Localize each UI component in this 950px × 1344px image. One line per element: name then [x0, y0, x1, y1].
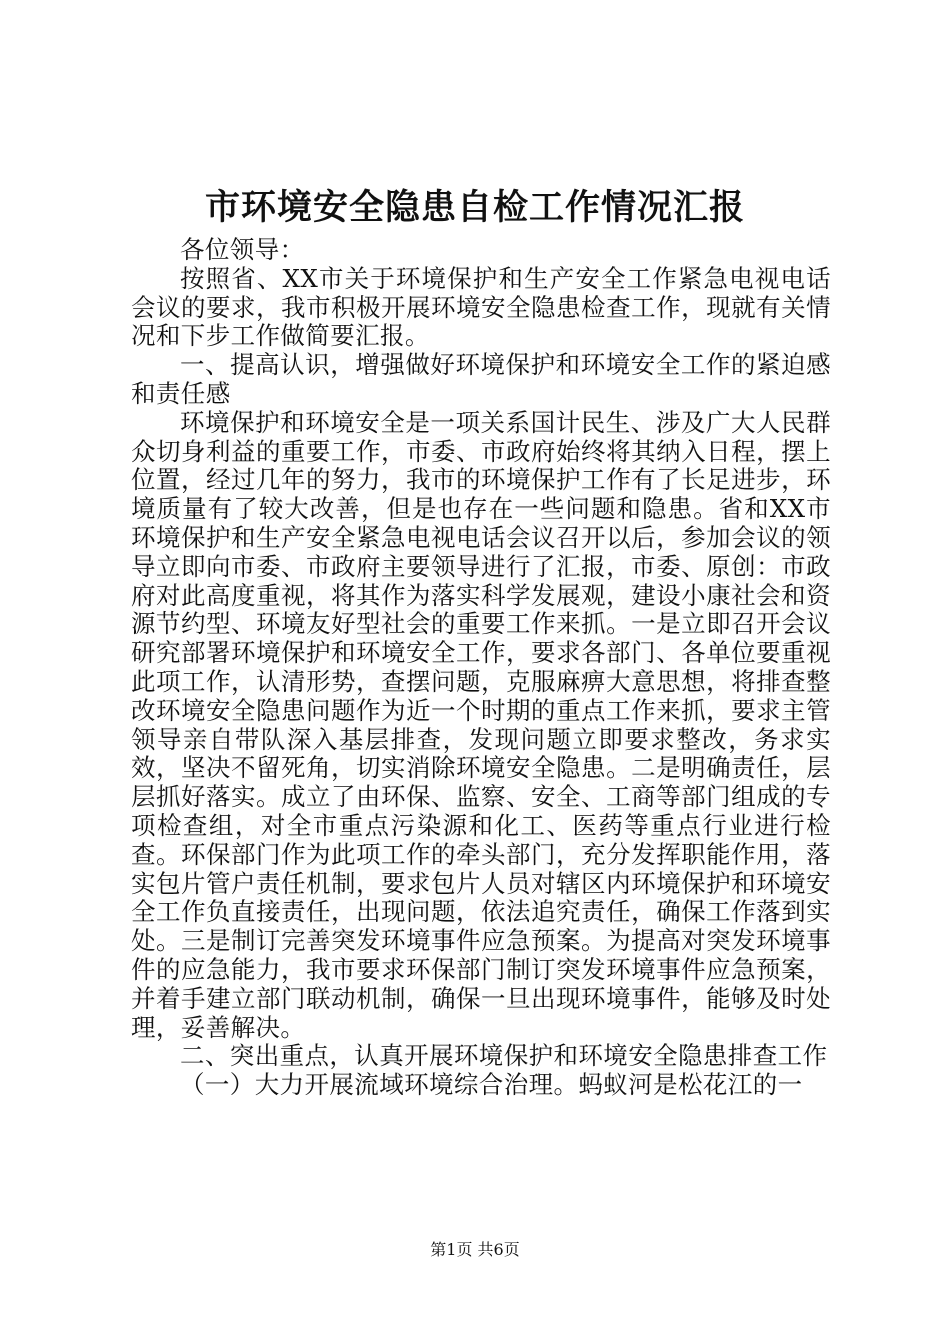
- intro-paragraph: 按照省、XX市关于环境保护和生产安全工作紧急电视电话会议的要求，我市积极开展环境安全隐患检查工作，现就有关情况和下步工作做简要汇报。: [131, 263, 831, 351]
- body-paragraph: 环境保护和环境安全是一项关系国计民生、涉及广大人民群众切身利益的重要工作，市委、市政府始终将其纳入日程，摆上位置，经过几年的努力，我市的环境保护工作有了长足进步，环境质量有了较大改善，但是也存在一些问题和隐患。省和XX市环境保护和生产安全紧急电视电话会议召开以后，参加会议的领导立即向市委、市政府主要领导进行了汇报，市委、原创：市政府对此高度重视，将其作为落实科学发展观，建设小康社会和资源节约型、环境友好型社会的重要工作来抓。一是立即召开会议研究部署环境保护和环境安全工作，要求各部门、各单位要重视此项工作，认清形势，查摆问题，克服麻痹大意思想，将排查整改环境安全隐患问题作为近一个时期的重点工作来抓，要求主管领导亲自带队深入基层排查，发现问题立即要求整改，务求实效，坚决不留死角，切实消除环境安全隐患。二是明确责任，层层抓好落实。成立了由环保、监察、安全、工商等部门组成的专项检查组，对全市重点污染源和化工、医药等重点行业进行检查。环保部门作为此项工作的牵头部门，充分发挥职能作用，落实包片管户责任机制，要求包片人员对辖区内环境保护和环境安全工作负直接责任，出现问题，依法追究责任，确保工作落到实处。三是制订完善突发环境事件应急预案。为提高对突发环境事件的应急能力，我市要求环保部门制订突发环境事件应急预案，并着手建立部门联动机制，确保一旦出现环境事件，能够及时处理，妥善解决。: [131, 407, 831, 1042]
- document-body: [131, 236, 831, 1100]
- document-title: 市环境安全隐患自检工作情况汇报: [204, 187, 745, 228]
- subsection-paragraph: （一）大力开展流域环境综合治理。蚂蚁河是松花江的一: [180, 1070, 803, 1100]
- salutation: 各位领导：: [180, 235, 305, 264]
- section-heading-1: 一、提高认识，增强做好环境保护和环境安全工作的紧迫感和责任感: [131, 350, 831, 408]
- page-number-footer: 第1页 共6页: [430, 1240, 520, 1259]
- section-heading-2: 二、突出重点，认真开展环境保护和环境安全隐患排查工作: [180, 1041, 828, 1071]
